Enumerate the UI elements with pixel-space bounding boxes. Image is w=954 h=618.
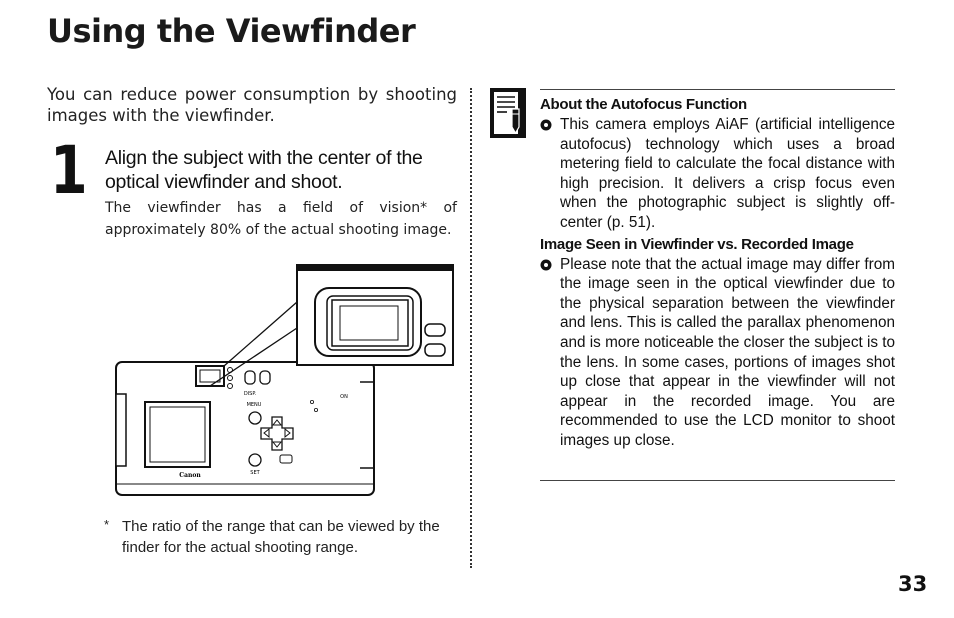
footnote-mark: * xyxy=(104,517,110,532)
parallax-note-text: Please note that the actual image may differ from the image seen in the optical viewfinder due to the physical separation between the viewfinder and lens. This is called the parallax phenomenon and is more noticeable the closer the subject is to the lens. In some cases, portions of images shot up close that appear in the viewfinder will not appear in the recorded image. You are recommended to use the LCD monitor to shoot images up close. xyxy=(560,255,896,449)
autofocus-heading: About the Autofocus Function xyxy=(540,96,747,113)
menu-label: MENU xyxy=(246,402,262,408)
step-number: 1 xyxy=(50,132,88,209)
autofocus-note xyxy=(540,115,895,233)
set-label: SET xyxy=(250,470,260,476)
notes-bottom-rule xyxy=(540,480,895,481)
notes-section xyxy=(540,95,895,451)
viewfinder-closeup xyxy=(297,265,453,365)
step-heading: Align the subject with the center of the optical viewfinder and shoot. xyxy=(105,147,423,193)
memo-icon xyxy=(489,87,527,139)
lcd-monitor xyxy=(145,402,210,467)
column-divider xyxy=(470,88,472,568)
camera-back-illustration xyxy=(112,262,462,500)
page-title: Using the Viewfinder xyxy=(47,12,416,50)
parallax-heading: Image Seen in Viewfinder vs. Recorded Image xyxy=(540,235,854,253)
intro-paragraph: You can reduce power consumption by shooting images with the viewfinder. xyxy=(47,85,457,125)
parallax-note xyxy=(540,255,895,451)
bullet-icon xyxy=(540,259,552,271)
footnote: The ratio of the range that can be viewed by the finder for the actual shooting range. xyxy=(122,518,440,556)
step-body: The viewfinder has a field of vision* of approximately 80% of the actual shooting image. xyxy=(105,200,457,238)
camera-brand-label: Canon xyxy=(179,472,201,479)
page-number: 33 xyxy=(898,572,928,596)
bullet-icon xyxy=(540,119,552,131)
notes-top-rule xyxy=(540,89,895,90)
disp-label: DISP. xyxy=(243,391,257,397)
autofocus-note-text: This camera employs AiAF (artificial intelligence autofocus) technology which uses a broad metering field to calculate the focal distance with high precision. It delivers a crisp focus even when the photographic subject is slightly off-center (p. 51). xyxy=(560,116,895,231)
on-label: ON xyxy=(340,394,348,400)
